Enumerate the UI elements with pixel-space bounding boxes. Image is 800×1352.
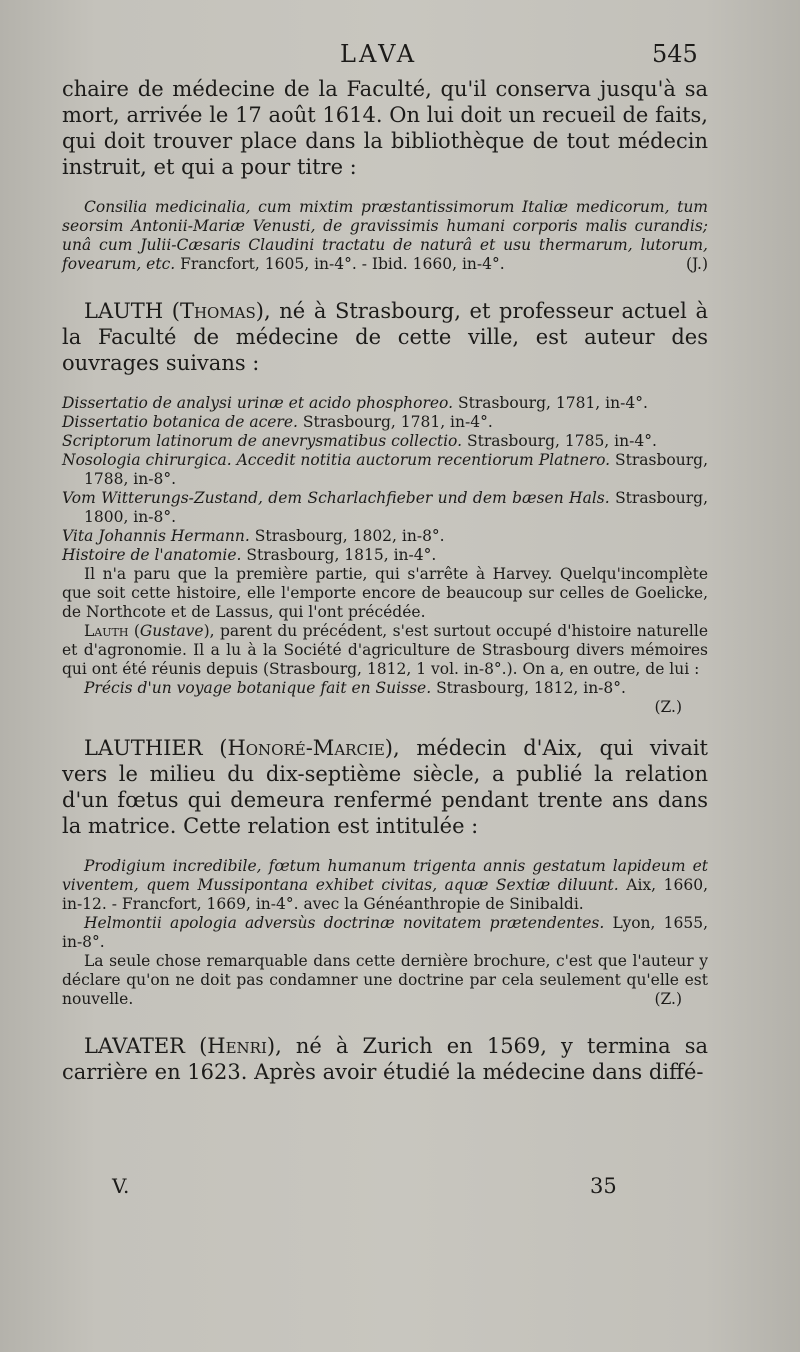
list-item: Dissertatio de analysi urinæ et acido phosphoreo. Strasbourg, 1781, in-4°. (62, 394, 648, 412)
paragraph-lava-continued: chaire de médecine de la Faculté, qu'il conserva jusqu'à sa mort, arrivée le 17 août 1614. On lui doit un recueil de faits, qui doit trouver place dans la bibliothèque de tout médecin instruit, et qui a pour titre : (62, 77, 708, 179)
page-body (62, 76, 708, 1085)
entry-text: , médecin d'Aix, qui vivait vers le milieu du dix-septième siècle, a publié la relation d'un fœtus qui demeura renfermé pendant trente ans dans la matrice. Cette relation est intitulée : (62, 736, 708, 838)
list-item: Précis d'un voyage botanique fait en Suisse. Strasbourg, 1812, in-8°. (84, 679, 626, 697)
running-head: LAVA (340, 40, 418, 68)
list-item: Scriptorum latinorum de anevrysmatibus collectio. Strasbourg, 1785, in-4°. (62, 432, 657, 450)
works-note: Il n'a paru que la première partie, qui s'arrête à Harvey. Quelqu'incomplète que soit cette histoire, elle l'emporte encore de beaucoup sur celles de Goelicke, de Northcote et de Lassus, qui l'ont précédée. (62, 565, 708, 621)
entry-first-name: Henri (207, 1034, 267, 1058)
entry-lauthier: LAUTHIER (Honoré-Marcie), médecin d'Aix, qui vivait vers le milieu du dix-septième siècle, a publié la relation d'un fœtus qui demeura renfermé pendant trente ans dans la matrice. Cette relation est intitulée : (62, 736, 708, 838)
entry-lauth-gustave: Lauth (Gustave), parent du précédent, s'est surtout occupé d'histoire naturelle et d'agronomie. Il a lu à la Société d'agriculture de Strasbourg divers mémoires qui ont été réunis depuis (Strasbourg, 1812, 1 vol. in-8°.). On a, en outre, de lui : (62, 622, 708, 678)
author-mark: (Z.) (654, 698, 682, 716)
entry-name: LAUTH ( (84, 299, 180, 323)
list-item: Dissertatio botanica de acere. Strasbourg, 1781, in-4°. (62, 413, 493, 431)
list-item: Helmontii apologia adversùs doctrinæ novitatem prætendentes. Lyon, 1655, in-8°. (62, 914, 708, 951)
list-item: Vom Witterungs-Zustand, dem Scharlachfieber und dem bæsen Hals. Strasbourg, 1800, in-8°. (62, 489, 709, 526)
reference-publication: Francfort, 1605, in-4°. - Ibid. 1660, in-4°. (180, 255, 505, 273)
entry-text: , né à Zurich en 1569, y termina sa carrière en 1623. Après avoir étudié la médecine dans diffé- (62, 1034, 708, 1084)
list-item: Nosologia chirurgica. Accedit notitia auctorum recentiorum Platnero. Strasbourg, 1788, in-8°. (62, 451, 708, 488)
entry-first-name: Honoré-Marcie (227, 736, 385, 760)
reference-title: Consilia medicinalia, cum mixtim præstantissimorum Italiæ medicorum, tum seorsim Antonii-Mariæ Venusti, de gravissimis humani corporis malis curandis; unâ cum Julii-Cæsaris Claudini tractatu de naturâ et usu thermarum, lutorum, fovearum, etc. (62, 198, 708, 273)
works-note: La seule chose remarquable dans cette dernière brochure, c'est que l'auteur y déclare qu'on ne doit pas condamner une doctrine par cela seulement qu'elle est nouvelle. (Z.) (62, 952, 708, 1008)
page-footer (0, 1174, 800, 1204)
entry-lauth-thomas: LAUTH (Thomas), né à Strasbourg, et professeur actuel à la Faculté de médecine de cette ville, est auteur des ouvrages suivans : (62, 299, 708, 375)
page-header (0, 40, 800, 70)
page-number: 545 (652, 40, 698, 68)
entry-first-name: Thomas (179, 299, 256, 323)
entry-text: , né à Strasbourg, et professeur actuel à la Faculté de médecine de cette ville, est auteur des ouvrages suivans : (62, 299, 708, 375)
author-mark: (J.) (685, 255, 708, 273)
entry-name: LAVATER ( (84, 1034, 208, 1058)
signature-mark: V. (112, 1174, 130, 1198)
bibliographic-reference (62, 198, 708, 274)
list-item: Vita Johannis Hermann. Strasbourg, 1802, in-8°. (62, 527, 445, 545)
lauthier-works (62, 857, 708, 1009)
list-item: Histoire de l'anatomie. Strasbourg, 1815, in-4°. (62, 546, 437, 564)
entry-lavater: LAVATER (Henri), né à Zurich en 1569, y termina sa carrière en 1623. Après avoir étudié la médecine dans diffé- (62, 1034, 708, 1084)
sheet-number: 35 (590, 1174, 617, 1198)
author-mark: (Z.) (654, 990, 682, 1008)
list-item: Prodigium incredibile, fœtum humanum trigenta annis gestatum lapideum et viventem, quem Mussipontana exhibet civitas, aquæ Sextiæ diluunt. Aix, 1660, in-12. - Francfort, 1669, in-4°. avec la Généanthropie de Sinibaldi. (62, 857, 709, 913)
works-list (62, 394, 708, 717)
entry-name: LAUTHIER ( (84, 736, 228, 760)
